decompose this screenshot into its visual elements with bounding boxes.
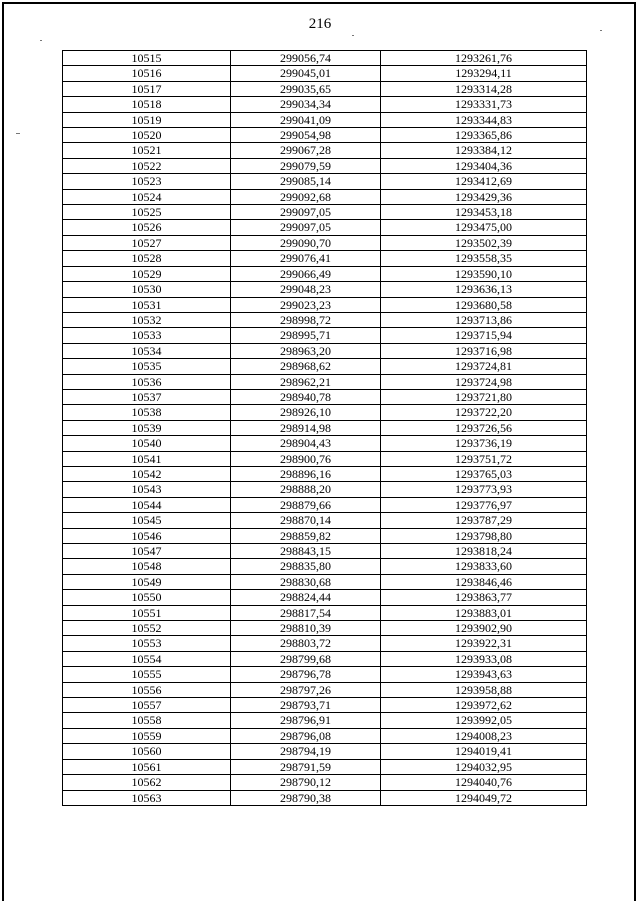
point-number-cell: 10535 (63, 359, 231, 374)
x-coordinate-cell: 298790,38 (231, 790, 381, 805)
x-coordinate-cell: 298914,98 (231, 420, 381, 435)
table-row (63, 713, 587, 728)
table-row (63, 605, 587, 620)
scan-speck (600, 30, 602, 31)
y-coordinate-cell: 1293344,83 (381, 112, 587, 127)
point-number-cell: 10521 (63, 143, 231, 158)
y-coordinate-cell: 1293716,98 (381, 343, 587, 358)
y-coordinate-cell: 1293833,60 (381, 559, 587, 574)
scan-speck (40, 40, 42, 41)
x-coordinate-cell: 298824,44 (231, 590, 381, 605)
y-coordinate-cell: 1293724,98 (381, 374, 587, 389)
point-number-cell: 10560 (63, 744, 231, 759)
point-number-cell: 10533 (63, 328, 231, 343)
point-number-cell: 10559 (63, 728, 231, 743)
y-coordinate-cell: 1293558,35 (381, 251, 587, 266)
x-coordinate-cell: 298817,54 (231, 605, 381, 620)
table-row (63, 97, 587, 112)
y-coordinate-cell: 1293314,28 (381, 81, 587, 96)
point-number-cell: 10562 (63, 775, 231, 790)
x-coordinate-cell: 298803,72 (231, 636, 381, 651)
table-row (63, 667, 587, 682)
table-row (63, 420, 587, 435)
table-row (63, 790, 587, 805)
x-coordinate-cell: 299035,65 (231, 81, 381, 96)
table-row (63, 682, 587, 697)
x-coordinate-cell: 298995,71 (231, 328, 381, 343)
x-coordinate-cell: 299076,41 (231, 251, 381, 266)
table-row (63, 405, 587, 420)
y-coordinate-cell: 1293715,94 (381, 328, 587, 343)
x-coordinate-cell: 299041,09 (231, 112, 381, 127)
point-number-cell: 10522 (63, 158, 231, 173)
x-coordinate-cell: 299056,74 (231, 51, 381, 66)
point-number-cell: 10542 (63, 466, 231, 481)
y-coordinate-cell: 1294032,95 (381, 759, 587, 774)
x-coordinate-cell: 299097,05 (231, 205, 381, 220)
table-row (63, 497, 587, 512)
table-row (63, 297, 587, 312)
x-coordinate-cell: 299085,14 (231, 174, 381, 189)
table-row (63, 759, 587, 774)
x-coordinate-cell: 298926,10 (231, 405, 381, 420)
y-coordinate-cell: 1293902,90 (381, 621, 587, 636)
point-number-cell: 10524 (63, 189, 231, 204)
x-coordinate-cell: 299097,05 (231, 220, 381, 235)
y-coordinate-cell: 1293502,39 (381, 235, 587, 250)
x-coordinate-cell: 298796,91 (231, 713, 381, 728)
point-number-cell: 10530 (63, 282, 231, 297)
y-coordinate-cell: 1293261,76 (381, 51, 587, 66)
point-number-cell: 10536 (63, 374, 231, 389)
point-number-cell: 10553 (63, 636, 231, 651)
x-coordinate-cell: 299079,59 (231, 158, 381, 173)
point-number-cell: 10546 (63, 528, 231, 543)
table-row (63, 251, 587, 266)
point-number-cell: 10528 (63, 251, 231, 266)
point-number-cell: 10519 (63, 112, 231, 127)
table-row (63, 482, 587, 497)
x-coordinate-cell: 298940,78 (231, 389, 381, 404)
x-coordinate-cell: 299066,49 (231, 266, 381, 281)
point-number-cell: 10540 (63, 436, 231, 451)
table-row (63, 574, 587, 589)
x-coordinate-cell: 298790,12 (231, 775, 381, 790)
y-coordinate-cell: 1294049,72 (381, 790, 587, 805)
table-row (63, 775, 587, 790)
x-coordinate-cell: 299090,70 (231, 235, 381, 250)
point-number-cell: 10549 (63, 574, 231, 589)
x-coordinate-cell: 299034,34 (231, 97, 381, 112)
x-coordinate-cell: 298799,68 (231, 651, 381, 666)
point-number-cell: 10529 (63, 266, 231, 281)
point-number-cell: 10563 (63, 790, 231, 805)
point-number-cell: 10517 (63, 81, 231, 96)
y-coordinate-cell: 1293751,72 (381, 451, 587, 466)
scan-speck (352, 35, 354, 36)
y-coordinate-cell: 1293933,08 (381, 651, 587, 666)
y-coordinate-cell: 1293636,13 (381, 282, 587, 297)
table-row (63, 174, 587, 189)
table-row (63, 389, 587, 404)
table-row (63, 205, 587, 220)
y-coordinate-cell: 1293736,19 (381, 436, 587, 451)
y-coordinate-cell: 1293958,88 (381, 682, 587, 697)
x-coordinate-cell: 298896,16 (231, 466, 381, 481)
point-number-cell: 10552 (63, 621, 231, 636)
x-coordinate-cell: 298870,14 (231, 513, 381, 528)
table-row (63, 374, 587, 389)
scan-speck (16, 133, 20, 134)
y-coordinate-cell: 1293787,29 (381, 513, 587, 528)
y-coordinate-cell: 1294040,76 (381, 775, 587, 790)
x-coordinate-cell: 298859,82 (231, 528, 381, 543)
x-coordinate-cell: 298900,76 (231, 451, 381, 466)
y-coordinate-cell: 1293863,77 (381, 590, 587, 605)
x-coordinate-cell: 299054,98 (231, 128, 381, 143)
table-row (63, 436, 587, 451)
x-coordinate-cell: 298963,20 (231, 343, 381, 358)
y-coordinate-cell: 1293412,69 (381, 174, 587, 189)
table-row (63, 466, 587, 481)
table-row (63, 744, 587, 759)
y-coordinate-cell: 1293713,86 (381, 312, 587, 327)
y-coordinate-cell: 1293429,36 (381, 189, 587, 204)
y-coordinate-cell: 1293726,56 (381, 420, 587, 435)
y-coordinate-cell: 1293590,10 (381, 266, 587, 281)
y-coordinate-cell: 1293943,63 (381, 667, 587, 682)
x-coordinate-cell: 299045,01 (231, 66, 381, 81)
point-number-cell: 10544 (63, 497, 231, 512)
x-coordinate-cell: 299023,23 (231, 297, 381, 312)
point-number-cell: 10543 (63, 482, 231, 497)
table-row (63, 282, 587, 297)
point-number-cell: 10556 (63, 682, 231, 697)
table-row (63, 636, 587, 651)
y-coordinate-cell: 1293765,03 (381, 466, 587, 481)
y-coordinate-cell: 1293773,93 (381, 482, 587, 497)
table-row (63, 81, 587, 96)
table-row (63, 451, 587, 466)
x-coordinate-cell: 298796,08 (231, 728, 381, 743)
y-coordinate-cell: 1293475,00 (381, 220, 587, 235)
table-row (63, 66, 587, 81)
table-row (63, 359, 587, 374)
x-coordinate-cell: 298797,26 (231, 682, 381, 697)
point-number-cell: 10547 (63, 544, 231, 559)
x-coordinate-cell: 299048,23 (231, 282, 381, 297)
point-number-cell: 10532 (63, 312, 231, 327)
y-coordinate-cell: 1293680,58 (381, 297, 587, 312)
y-coordinate-cell: 1293721,80 (381, 389, 587, 404)
point-number-cell: 10518 (63, 97, 231, 112)
y-coordinate-cell: 1293798,80 (381, 528, 587, 543)
y-coordinate-cell: 1293776,97 (381, 497, 587, 512)
y-coordinate-cell: 1293331,73 (381, 97, 587, 112)
point-number-cell: 10554 (63, 651, 231, 666)
table-row (63, 51, 587, 66)
y-coordinate-cell: 1294008,23 (381, 728, 587, 743)
table-row (63, 328, 587, 343)
table-row (63, 559, 587, 574)
x-coordinate-cell: 298791,59 (231, 759, 381, 774)
point-number-cell: 10551 (63, 605, 231, 620)
x-coordinate-cell: 298962,21 (231, 374, 381, 389)
y-coordinate-cell: 1293453,18 (381, 205, 587, 220)
x-coordinate-cell: 298794,19 (231, 744, 381, 759)
point-number-cell: 10523 (63, 174, 231, 189)
table-row (63, 112, 587, 127)
table-row (63, 189, 587, 204)
x-coordinate-cell: 298888,20 (231, 482, 381, 497)
point-number-cell: 10555 (63, 667, 231, 682)
point-number-cell: 10515 (63, 51, 231, 66)
point-number-cell: 10525 (63, 205, 231, 220)
point-number-cell: 10557 (63, 698, 231, 713)
table-row (63, 143, 587, 158)
x-coordinate-cell: 298843,15 (231, 544, 381, 559)
x-coordinate-cell: 298904,43 (231, 436, 381, 451)
y-coordinate-cell: 1293294,11 (381, 66, 587, 81)
x-coordinate-cell: 299092,68 (231, 189, 381, 204)
point-number-cell: 10531 (63, 297, 231, 312)
point-number-cell: 10526 (63, 220, 231, 235)
table-row (63, 266, 587, 281)
table-row (63, 513, 587, 528)
y-coordinate-cell: 1293922,31 (381, 636, 587, 651)
x-coordinate-cell: 298830,68 (231, 574, 381, 589)
table-row (63, 220, 587, 235)
table-row (63, 312, 587, 327)
y-coordinate-cell: 1293365,86 (381, 128, 587, 143)
x-coordinate-cell: 298793,71 (231, 698, 381, 713)
y-coordinate-cell: 1293384,12 (381, 143, 587, 158)
table-row (63, 544, 587, 559)
table-row (63, 528, 587, 543)
point-number-cell: 10548 (63, 559, 231, 574)
page-number: 216 (308, 16, 332, 32)
y-coordinate-cell: 1293846,46 (381, 574, 587, 589)
point-number-cell: 10558 (63, 713, 231, 728)
table-row (63, 128, 587, 143)
y-coordinate-cell: 1293722,20 (381, 405, 587, 420)
y-coordinate-cell: 1293404,36 (381, 158, 587, 173)
x-coordinate-cell: 298810,39 (231, 621, 381, 636)
table-row (63, 590, 587, 605)
point-number-cell: 10561 (63, 759, 231, 774)
coordinates-table-body (63, 51, 587, 806)
point-number-cell: 10538 (63, 405, 231, 420)
table-row (63, 158, 587, 173)
point-number-cell: 10545 (63, 513, 231, 528)
x-coordinate-cell: 299067,28 (231, 143, 381, 158)
table-row (63, 698, 587, 713)
point-number-cell: 10534 (63, 343, 231, 358)
x-coordinate-cell: 298879,66 (231, 497, 381, 512)
point-number-cell: 10541 (63, 451, 231, 466)
x-coordinate-cell: 298968,62 (231, 359, 381, 374)
y-coordinate-cell: 1293724,81 (381, 359, 587, 374)
x-coordinate-cell: 298796,78 (231, 667, 381, 682)
point-number-cell: 10537 (63, 389, 231, 404)
x-coordinate-cell: 298998,72 (231, 312, 381, 327)
x-coordinate-cell: 298835,80 (231, 559, 381, 574)
coordinates-table (62, 50, 587, 806)
point-number-cell: 10527 (63, 235, 231, 250)
point-number-cell: 10539 (63, 420, 231, 435)
y-coordinate-cell: 1293992,05 (381, 713, 587, 728)
point-number-cell: 10550 (63, 590, 231, 605)
table-row (63, 235, 587, 250)
point-number-cell: 10516 (63, 66, 231, 81)
y-coordinate-cell: 1294019,41 (381, 744, 587, 759)
y-coordinate-cell: 1293883,01 (381, 605, 587, 620)
y-coordinate-cell: 1293972,62 (381, 698, 587, 713)
table-row (63, 651, 587, 666)
table-row (63, 728, 587, 743)
y-coordinate-cell: 1293818,24 (381, 544, 587, 559)
table-row (63, 621, 587, 636)
point-number-cell: 10520 (63, 128, 231, 143)
table-row (63, 343, 587, 358)
